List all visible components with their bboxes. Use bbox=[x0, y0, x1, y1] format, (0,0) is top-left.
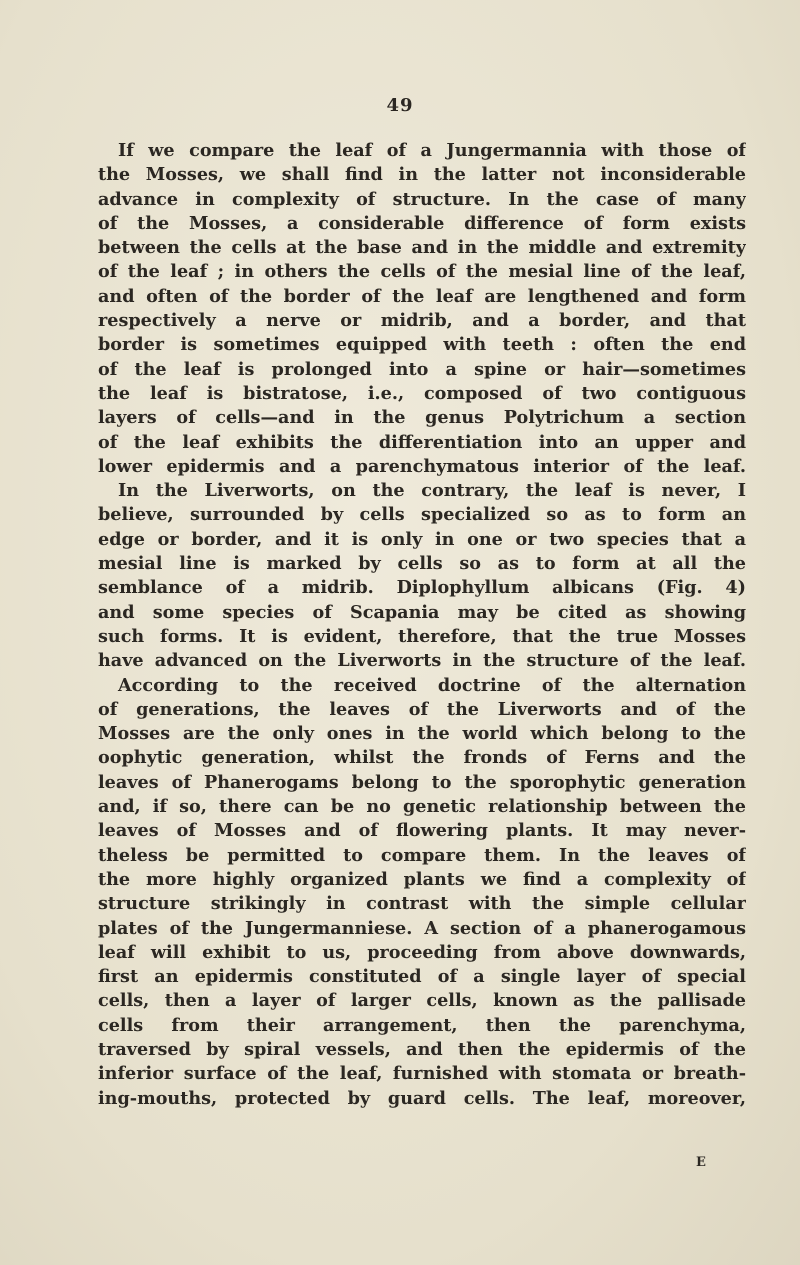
text-line: edge or border, and it is only in one or two species that a bbox=[98, 528, 746, 550]
text-line: such forms. It is evident, therefore, that the true Mosses bbox=[98, 625, 746, 647]
text-line: leaves of Mosses and of flowering plants. It may never- bbox=[98, 820, 746, 842]
text-line: of generations, the leaves of the Liverworts and of the bbox=[98, 698, 746, 720]
text-line: and some species of Scapania may be cited as showing bbox=[98, 601, 746, 623]
text-line: plates of the Jungermanniese. A section of a phanerogamous bbox=[98, 917, 746, 939]
text-line: the more highly organized plants we find a complexity of bbox=[98, 868, 746, 890]
text-line: believe, surrounded by cells specialized so as to form an bbox=[98, 504, 746, 526]
text-line: leaves of Phanerogams belong to the sporophytic generation bbox=[98, 771, 746, 793]
text-line: and, if so, there can be no genetic relationship between the bbox=[98, 796, 746, 818]
text-line: have advanced on the Liverworts in the structure of the leaf. bbox=[98, 650, 746, 672]
signature-mark: E bbox=[696, 1155, 706, 1170]
text-line: respectively a nerve or midrib, and a border, and that bbox=[98, 310, 746, 332]
text-line: structure strikingly in contrast with the simple cellular bbox=[98, 893, 746, 915]
body-paragraph bbox=[98, 139, 746, 1111]
text-line: the Mosses, we shall find in the latter not inconsiderable bbox=[98, 164, 746, 186]
text-line: semblance of a midrib. Diplophyllum albicans (Fig. 4) bbox=[98, 577, 746, 599]
text-line: oophytic generation, whilst the fronds of Ferns and the bbox=[98, 747, 746, 769]
text-line: the leaf is bistratose, i.e., composed of two contiguous bbox=[98, 382, 746, 404]
page-number: 49 bbox=[386, 95, 414, 116]
text-line: of the leaf is prolonged into a spine or hair—sometimes bbox=[98, 358, 746, 380]
text-line: theless be permitted to compare them. In the leaves of bbox=[98, 844, 746, 866]
text-line: If we compare the leaf of a Jungermannia with those of bbox=[118, 140, 746, 161]
text-line: layers of cells—and in the genus Polytrichum a section bbox=[98, 407, 746, 429]
text-line: between the cells at the base and in the middle and extremity bbox=[98, 237, 746, 259]
text-line: and often of the border of the leaf are lengthened and form bbox=[98, 285, 746, 307]
text-line: inferior surface of the leaf, furnished with stomata or breath- bbox=[98, 1063, 746, 1085]
text-line: lower epidermis and a parenchymatous interior of the leaf. bbox=[98, 455, 746, 477]
text-line: In the Liverworts, on the contrary, the leaf is never, I bbox=[118, 480, 746, 502]
text-line: of the leaf exhibits the differentiation into an upper and bbox=[98, 431, 746, 453]
text-line: of the Mosses, a considerable difference of form exists bbox=[98, 212, 746, 234]
text-line: of the leaf ; in others the cells of the mesial line of the leaf, bbox=[98, 261, 746, 283]
text-line: According to the received doctrine of the alternation bbox=[118, 674, 746, 696]
text-line: advance in complexity of structure. In the case of many bbox=[98, 188, 746, 210]
text-line: ing-mouths, protected by guard cells. The leaf, moreover, bbox=[98, 1087, 746, 1109]
text-line: border is sometimes equipped with teeth : often the end bbox=[98, 334, 746, 356]
text-line: cells from their arrangement, then the parenchyma, bbox=[98, 1014, 746, 1036]
text-line: mesial line is marked by cells so as to form at all the bbox=[98, 553, 746, 575]
text-line: leaf will exhibit to us, proceeding from above downwards, bbox=[98, 941, 746, 963]
text-line: traversed by spiral vessels, and then the epidermis of the bbox=[98, 1038, 746, 1060]
text-line: cells, then a layer of larger cells, known as the pallisade bbox=[98, 990, 746, 1012]
text-line: Mosses are the only ones in the world which belong to the bbox=[98, 723, 746, 745]
text-line: first an epidermis constituted of a single layer of special bbox=[98, 966, 746, 988]
